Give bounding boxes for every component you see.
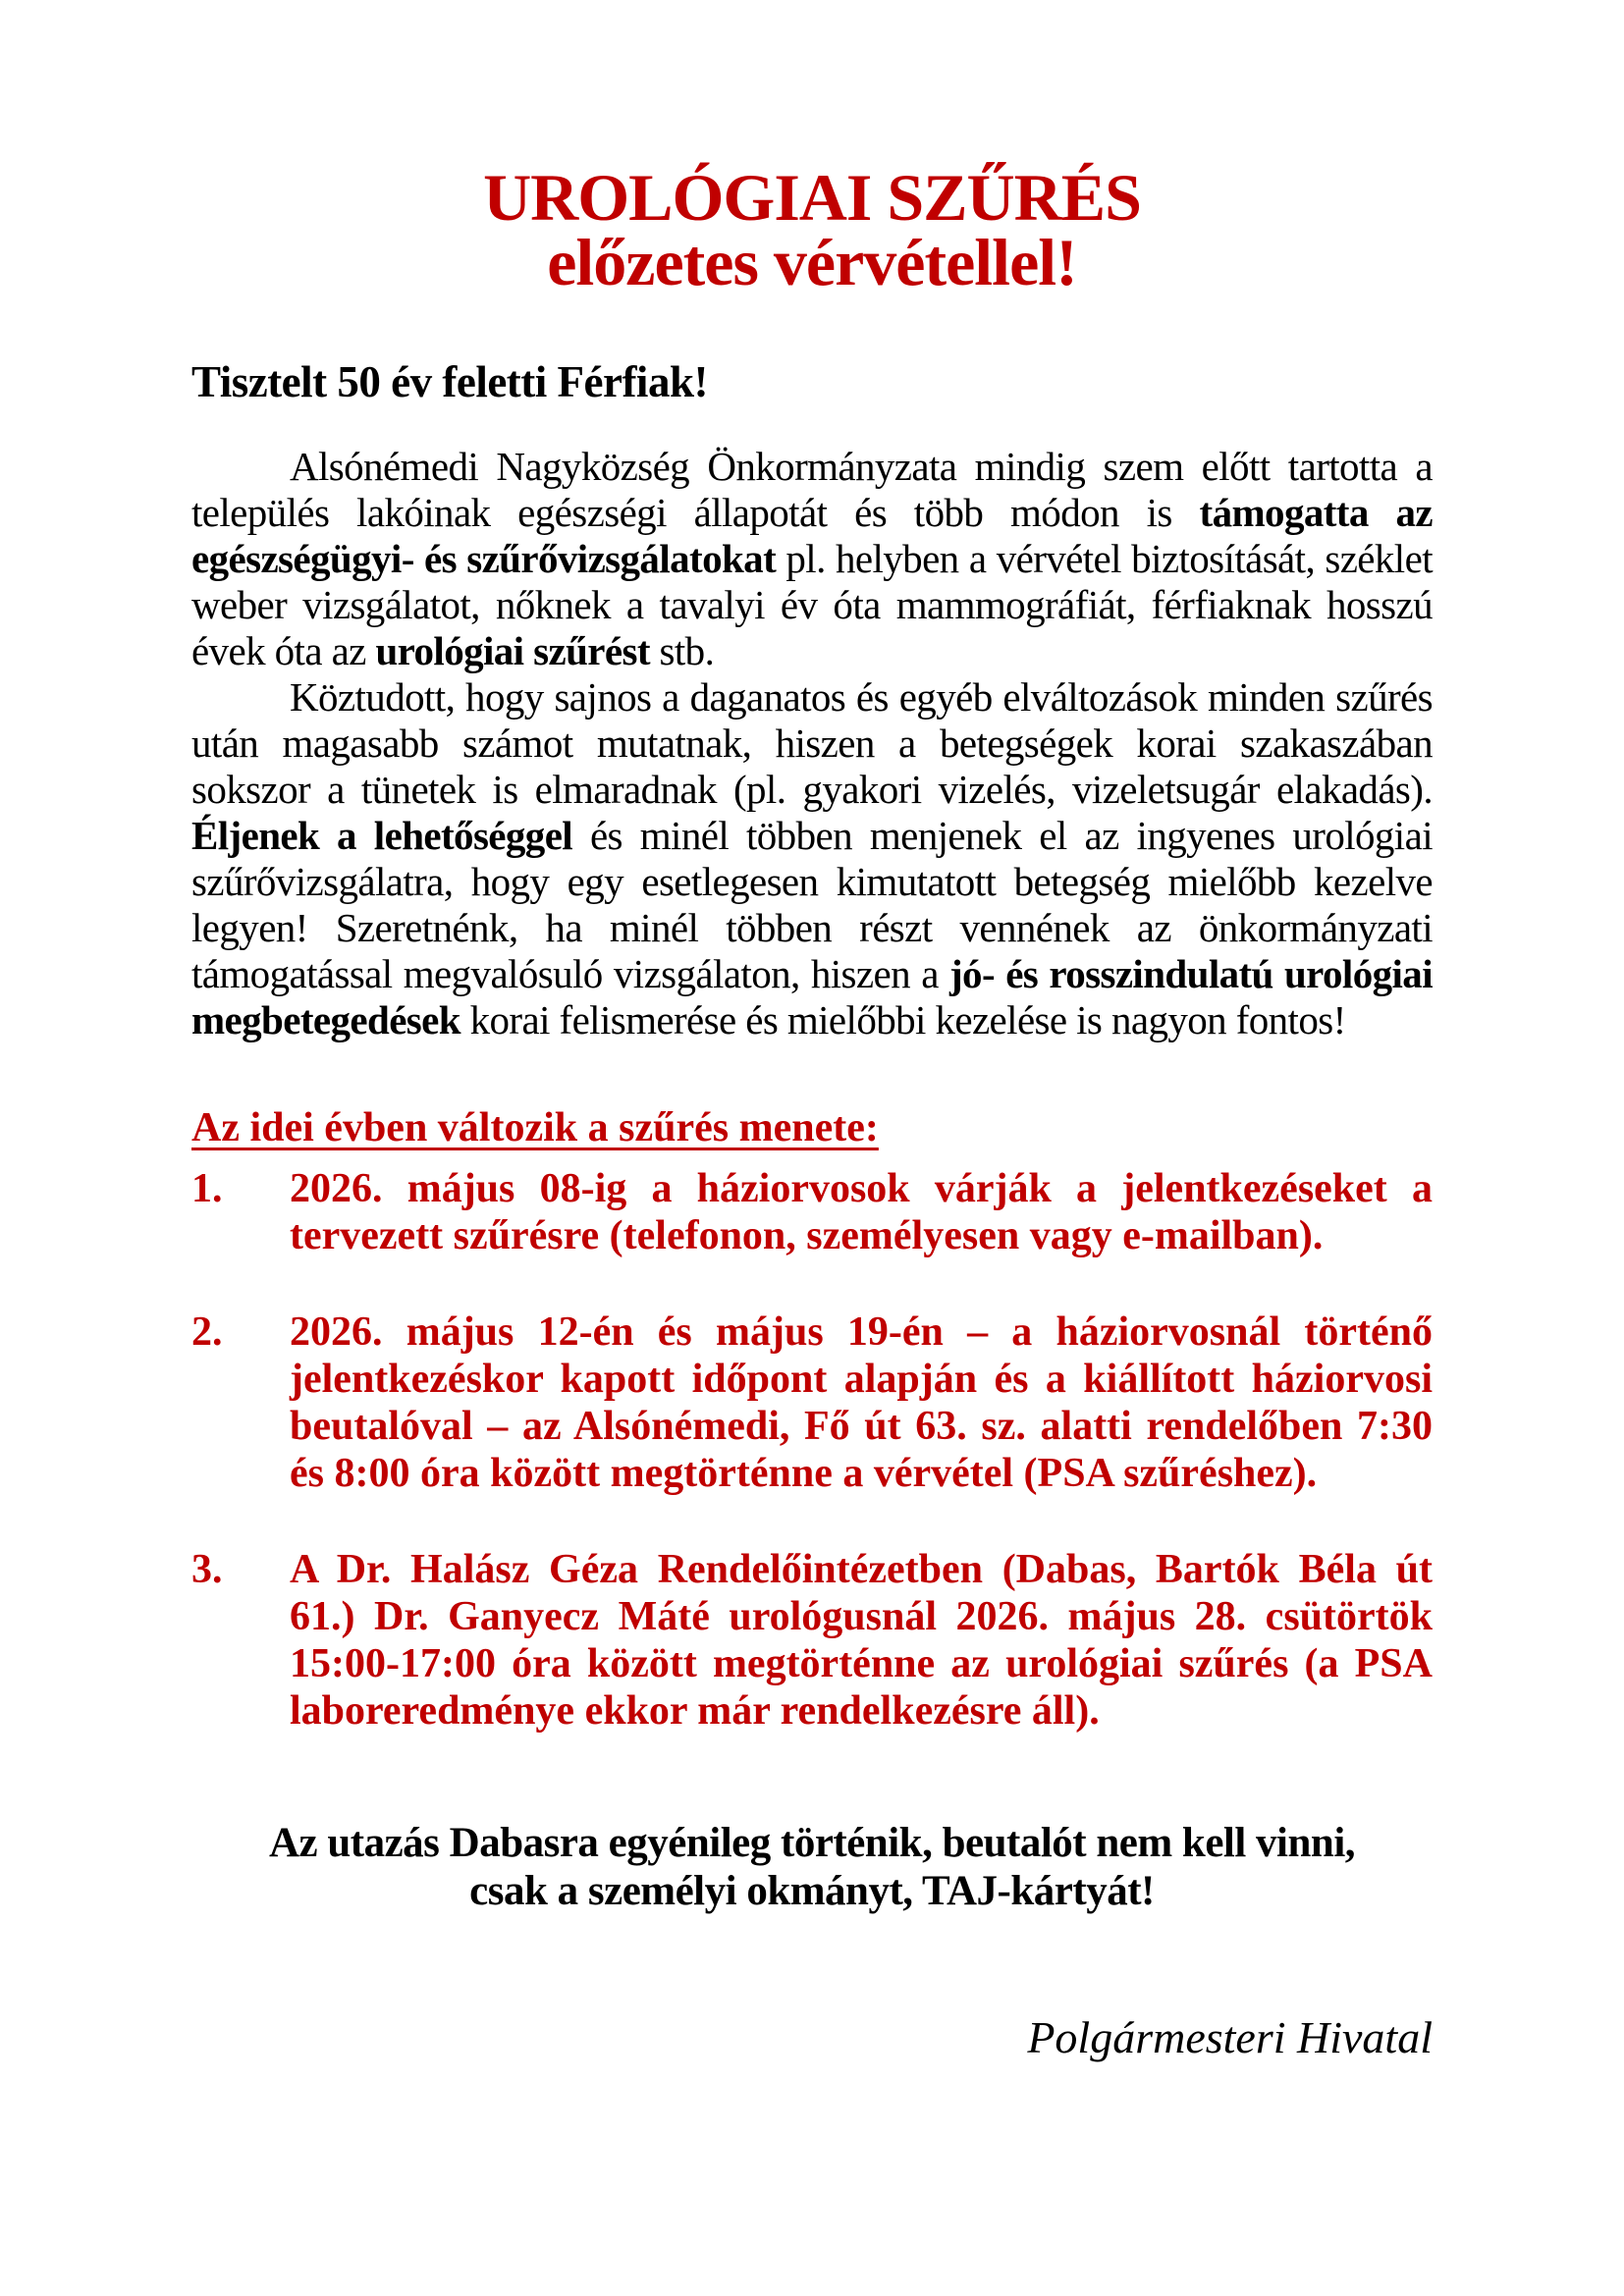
title-line-2: előzetes vérvétellel! bbox=[547, 225, 1077, 299]
list-item-number: 3. bbox=[191, 1547, 223, 1592]
list-item bbox=[191, 1546, 1433, 1735]
list-item-number: 1. bbox=[191, 1166, 223, 1211]
list-item-text: A Dr. Halász Géza Rendelőintézetben (Dabas, Bartók Béla út 61.) Dr. Ganyecz Máté urológusnál 2026. május 28. csütörtök 15:00-17:00 óra között megtörténne az urológiai szűrés (a PSA laboreredménye ekkor már rendelkezésre áll). bbox=[290, 1547, 1433, 1734]
list-item bbox=[191, 1165, 1433, 1259]
list-item-text: 2026. május 12-én és május 19-én – a háziorvosnál történő jelentkezéskor kapott időpont alapján és a kiállított háziorvosi beutalóval – az Alsónémedi, Fő út 63. sz. alatti rendelőben 7:30 és 8:00 óra között megtörténne a vérvétel (PSA szűréshez). bbox=[290, 1309, 1433, 1496]
list-item-number: 2. bbox=[191, 1309, 223, 1355]
document-title bbox=[191, 160, 1433, 299]
title-line-1: UROLÓGIAI SZŰRÉS bbox=[483, 160, 1141, 235]
schedule-heading: Az idei évben változik a szűrés menete: bbox=[191, 1105, 879, 1150]
salutation: Tisztelt 50 év feletti Férfiak! bbox=[191, 357, 708, 406]
list-item bbox=[191, 1308, 1433, 1497]
schedule-section bbox=[191, 1104, 1433, 1735]
travel-note: Az utazás Dabasra egyénileg történik, beutalót nem kell vinni, csak a személyi okmányt, TAJ-kártyát! bbox=[268, 1820, 1356, 1914]
signature: Polgármesteri Hivatal bbox=[1027, 2012, 1433, 2062]
paragraph-screening-importance: Köztudott, hogy sajnos a daganatos és egyéb elváltozások minden szűrés után magasabb számot mutatnak, hiszen a betegségek korai szakaszában sokszor a tünetek is elmaradnak (pl. gyakori vizelés, vizeletsugár elakadás). Éljenek a lehetőséggel és minél többen menjenek el az ingyenes urológiai szűrővizsgálatra, hogy egy esetlegesen kimutatott betegség mielőbb kezelve legyen! Szeretnénk, ha minél többen részt vennének az önkormányzati támogatással megvalósuló vizsgálaton, hiszen a jó- és rosszindulatú urológiai megbetegedések korai felismerése és mielőbbi kezelése is nagyon fontos! bbox=[191, 674, 1433, 1042]
paragraph-support-history: Alsónémedi Nagyközség Önkormányzata mindig szem előtt tartotta a település lakóinak egészségi állapotát és több módon is támogatta az egészségügyi- és szűrővizsgálatokat pl. helyben a vérvétel biztosítását, széklet weber vizsgálatot, nőknek a tavalyi év óta mammográfiát, férfiaknak hosszú évek óta az urológiai szűrést stb. bbox=[191, 444, 1433, 673]
body-copy bbox=[191, 444, 1433, 1043]
list-item-text: 2026. május 08-ig a háziorvosok várják a jelentkezéseket a tervezett szűrésre (telefonon, személyesen vagy e-mailban). bbox=[290, 1166, 1433, 1258]
